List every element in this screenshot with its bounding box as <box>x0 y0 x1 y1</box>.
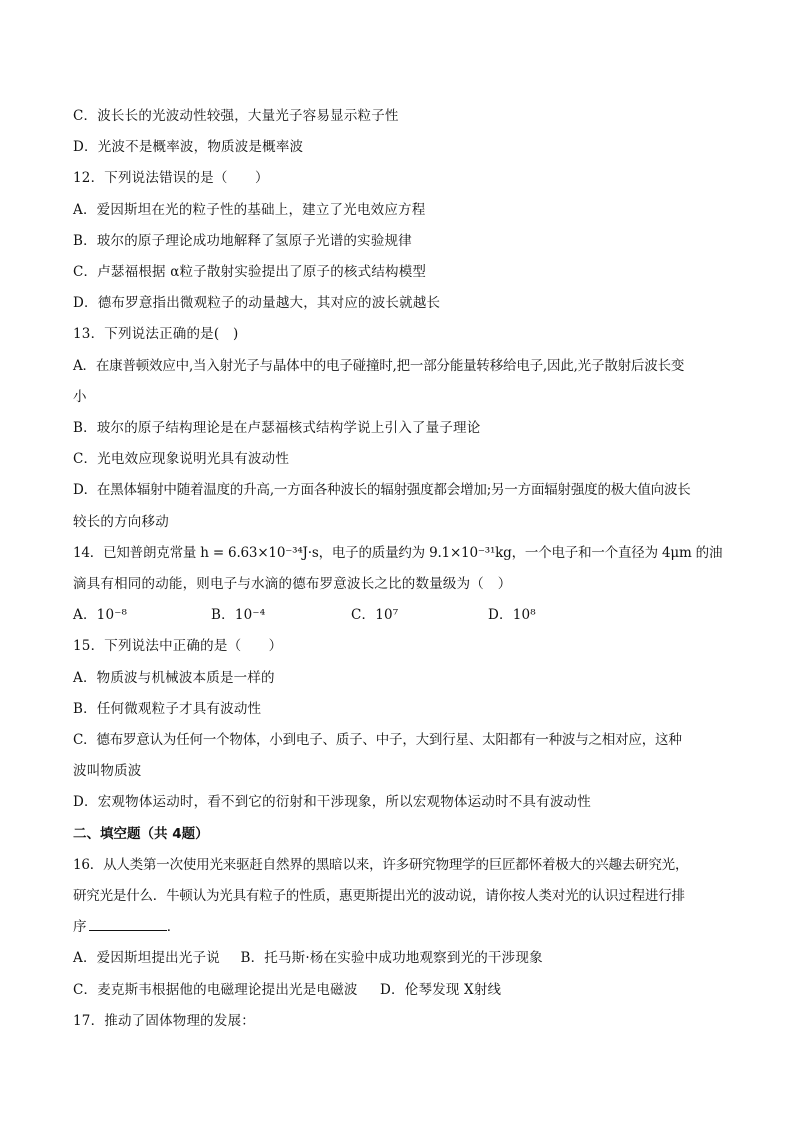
question-content <box>73 101 723 1037</box>
option-c-q14: C．10⁷ <box>351 607 399 624</box>
section-heading-fill-in: 二、填空题（共 4题） <box>73 825 209 842</box>
question-16-period: ． <box>166 919 181 936</box>
question-14-line1: 14．已知普朗克常量 h = 6.63×10⁻³⁴J·s，电子的质量约为 9.1×10⁻³¹kg，一个电子和一个直径为 4μm 的油 <box>73 544 723 561</box>
option-b-q16: B．托马斯·杨在实验中成功地观察到光的干涉现象 <box>240 950 543 967</box>
option-b-q15: B．任何微观粒子才具有波动性 <box>73 700 262 717</box>
question-16-line1: 16．从人类第一次使用光来驱赶自然界的黑暗以来，许多研究物理学的巨匠都怀着极大的兴趣去研究光， <box>73 856 689 873</box>
question-16-line3 <box>73 912 723 943</box>
option-c-q13: C．光电效应现象说明光具有波动性 <box>73 451 290 468</box>
question-14-options <box>73 600 723 631</box>
option-b-q12: B．玻尔的原子理论成功地解释了氢原子光谱的实验规律 <box>73 232 412 249</box>
option-a-q14: A．10⁻⁸ <box>73 607 128 624</box>
option-d-q14: D．10⁸ <box>488 607 536 624</box>
option-d-q12: D．德布罗意指出微观粒子的动量越大，其对应的波长就越长 <box>73 295 441 312</box>
question-15: 15．下列说法中正确的是（ ） <box>73 638 283 655</box>
option-d-q13-line1: D．在黑体辐射中随着温度的升高,一方面各种波长的辐射强度都会增加;另一方面辐射强度的极大值向波长 <box>73 482 691 499</box>
option-a-q13-line2: 小 <box>73 388 87 405</box>
answer-blank[interactable] <box>89 917 167 931</box>
question-16-text-end: 序 <box>73 919 87 936</box>
option-c-q12: C．卢瑟福根据 α粒子散射实验提出了原子的核式结构模型 <box>73 264 427 281</box>
option-c-q11: C．波长长的光波动性较强，大量光子容易显示粒子性 <box>73 108 399 124</box>
option-a-q13-line1: A．在康普顿效应中,当入射光子与晶体中的电子碰撞时,把一部分能量转移给电子,因此,光子散射后波长变 <box>73 357 685 374</box>
question-12: 12．下列说法错误的是（ ） <box>73 170 269 187</box>
question-17: 17．推动了固体物理的发展： <box>73 1012 255 1029</box>
question-14-line2: 滴具有相同的动能，则电子与水滴的德布罗意波长之比的数量级为（ ） <box>73 576 512 593</box>
option-a-q15: A．物质波与机械波本质是一样的 <box>73 669 275 686</box>
option-d-q11: D．光波不是概率波，物质波是概率波 <box>73 139 304 156</box>
option-d-q13-line2: 较长的方向移动 <box>73 513 169 530</box>
option-b-q13: B．玻尔的原子结构理论是在卢瑟福核式结构学说上引入了量子理论 <box>73 420 481 437</box>
option-c-q15-line1: C．德布罗意认为任何一个物体，小到电子、质子、中子，大到行星、太阳都有一种波与之相对应，这种 <box>73 732 682 749</box>
option-d-q16: D．伦琴发现 X射线 <box>380 981 502 998</box>
option-a-q12: A．爱因斯坦在光的粒子性的基础上，建立了光电效应方程 <box>73 201 426 218</box>
option-d-q15: D．宏观物体运动时，看不到它的衍射和干涉现象，所以宏观物体运动时不具有波动性 <box>73 794 591 811</box>
option-a-q16: A．爱因斯坦提出光子说 <box>73 950 220 967</box>
question-16-options-row2 <box>73 975 723 1006</box>
option-c-q16: C．麦克斯韦根据他的电磁理论提出光是电磁波 <box>73 981 358 998</box>
question-13: 13．下列说法正确的是( ) <box>73 326 239 343</box>
question-16-options-row1 <box>73 943 723 974</box>
option-c-q15-line2: 波叫物质波 <box>73 763 142 780</box>
option-b-q14: B．10⁻⁴ <box>211 607 266 624</box>
question-16-line2: 研究光是什么．牛顿认为光具有粒子的性质，惠更斯提出光的波动说，请你按人类对光的认识过程进行排 <box>73 888 685 905</box>
